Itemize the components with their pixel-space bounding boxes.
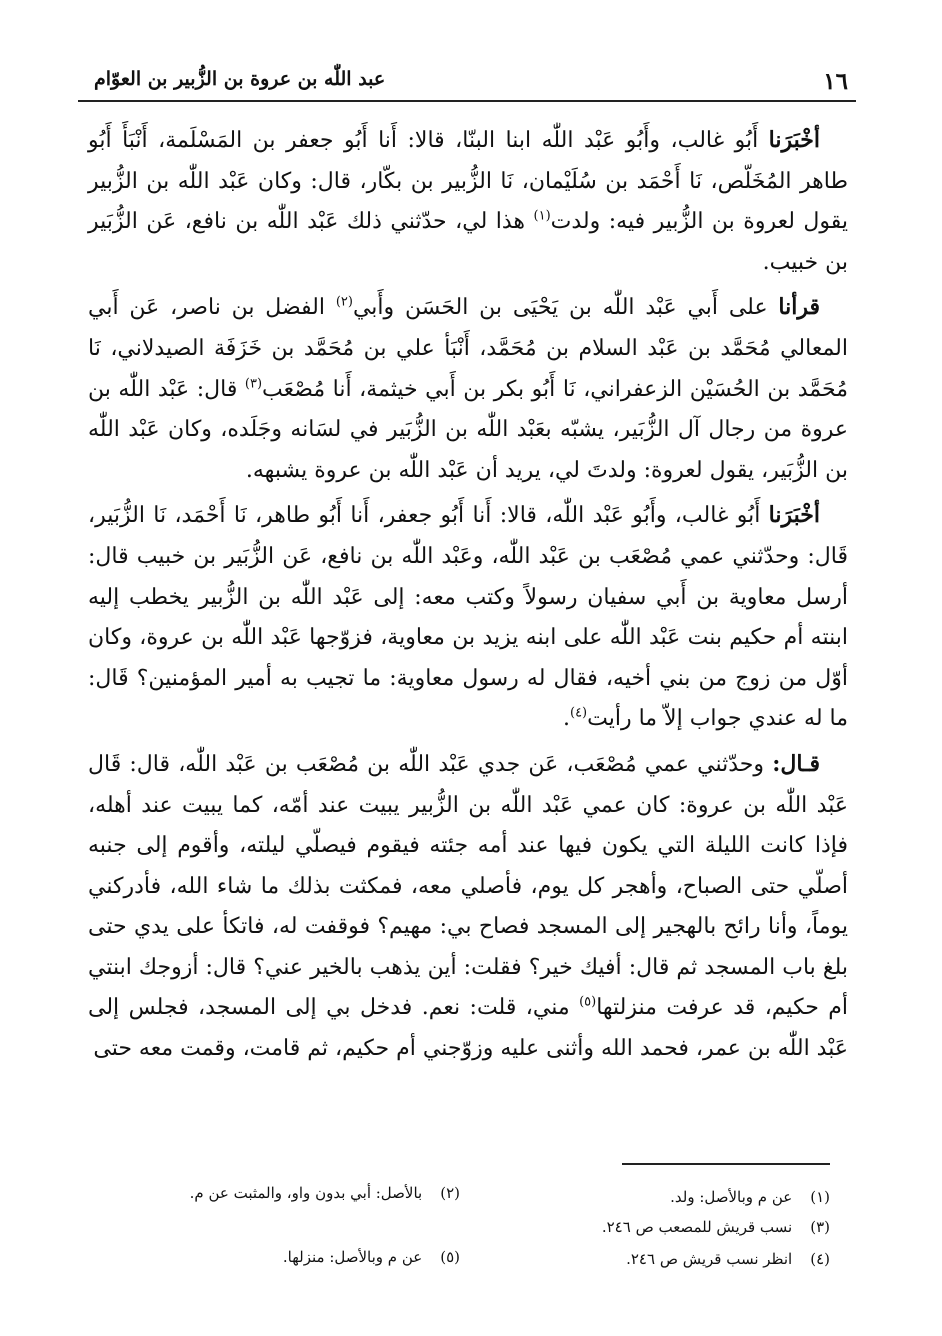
footnote-ref: (٤): [569, 705, 588, 721]
footnote-text: بالأصل: أبي بدون واو، والمثبت عن م.: [189, 1184, 423, 1202]
footnote-text: نسب قريش للمصعب ص ٢٤٦.: [601, 1218, 793, 1236]
footnote-5: [283, 1248, 460, 1266]
footnote-text: عن م وبالأصل: منزلها.: [282, 1248, 423, 1266]
paragraph: [88, 120, 848, 283]
paragraph-text: الفضل بن ناصر، عَن أَبي المعالي مُحَمَّد بن عَبْد السلام بن مُحَمَّد، أَنْبَأ علي بن مُحَمَّد بن خَزَفَة الصيدلاني، نَا مُحَمَّد بن الحُسَيْن الزعفراني، نَا أَبُو بكر بن أَبي خيثمة، أَنا مُصْعَب: [88, 295, 849, 402]
footnote-number: (٥): [440, 1248, 460, 1266]
footnote-4: [626, 1250, 830, 1268]
main-text: [88, 120, 848, 1070]
header-rule: [78, 100, 856, 102]
paragraph-text: على أَبي عَبْد اللّٰه بن يَحْيَى بن الحَسَن وأَبي: [352, 295, 779, 321]
page-header: [78, 58, 860, 98]
paragraph-text: أَبُو غالب، وأَبُو عَبْد اللّٰه ابنا البنّا، قالا: أَنا أَبُو جعفر بن المَسْلَمة، أَنْبَأَ أَبُو طاهر المُخَلّص، نَا أَحْمَد بن سُلَيْمان، نَا الزُّبير بن بكّار، قال: وكان عَبْد اللّٰه بن الزُّبير يقول لعروة بن الزُّبير فيه: ولدت: [88, 128, 848, 235]
paragraph-lead: قـال:: [772, 750, 820, 777]
footnote-text: انظر نسب قريش ص ٢٤٦.: [626, 1250, 793, 1268]
footnote-ref: (٣): [244, 376, 263, 392]
paragraph: [88, 287, 848, 491]
paragraph: [88, 744, 848, 1070]
paragraph-lead: أخْبَرَنا: [768, 127, 820, 153]
footnote-text: عن م وبالأصل: ولد.: [670, 1188, 793, 1206]
footnote-ref: (١): [533, 208, 551, 224]
footnote-ref: (٥): [579, 995, 597, 1011]
footnote-2: [190, 1184, 460, 1202]
paragraph-text: أَبُو غالب، وأَبُو عَبْد اللّٰه، قالا: أَنا أَبُو جعفر، أَنا أَبُو طاهر، نَا أَحْمَد، نَا الزُّبَير، قَال: وحدّثني عمي مُصْعَب بن عَبْد اللّٰه، وعَبْد اللّٰه بن نافع، عَن الزُّبَير بن خبيب قال: أرسل معاوية بن أَبي سفيان رسولاً وكتب معه: إلى عَبْد اللّٰه بن الزُّبير يخطب إليه ابنته أم حكيم بنت عَبْد اللّٰه على ابنه يزيد بن معاوية، فزوّجها عَبْد اللّٰه بن عروة، وكان أوّل من زوج من بني أخيه، فقال له رسول معاوية: ما تجيب به أمير المؤمنين؟ قَال: ما له عندي جواب إلاّ ما رأيت: [88, 503, 848, 732]
footnote-ref: (٢): [335, 295, 353, 311]
footnote-number: (٢): [440, 1184, 460, 1202]
paragraph-lead: أخْبَرَنا: [768, 502, 820, 529]
paragraph-text: قال: عَبْد اللّٰه بن عروة من رجال آل الزُّبَير، يشبّه بعَبْد اللّٰه بن الزُّبَير في لسَانه وجَلَده، وكان عَبْد اللّٰه بن الزُّبَير، يقول لعروة: ولدتَ لي، يريد أن عَبْد اللّٰه بن عروة يشبهه.: [88, 376, 848, 483]
paragraph: [88, 495, 848, 740]
paragraph-text: هذا لي، حدّثني ذلك عَبْد اللّٰه بن نافع، عَن الزُّبَير بن خبيب.: [88, 209, 848, 275]
running-title: عبد اللّٰه بن عروة بن الزُّبير بن العوّام: [94, 68, 386, 90]
paragraph-text: .: [562, 706, 570, 732]
page-number: ١٦: [823, 68, 848, 95]
footnote-1: [670, 1188, 830, 1206]
paragraph-text: مني، قلت: نعم. فدخل بي إلى المسجد، فجلس إلى عَبْد اللّٰه بن عمر، فحمد الله وأثنى عليه وزوّجني أم حكيم، ثم قامت، وقمت معه حتى: [88, 995, 848, 1062]
footnote-number: (٣): [810, 1218, 830, 1236]
footnote-number: (٤): [810, 1250, 830, 1268]
footnote-number: (١): [810, 1188, 830, 1206]
footnote-separator: [622, 1163, 830, 1165]
footnote-3: [602, 1218, 830, 1236]
paragraph-text: وحدّثني عمي مُصْعَب، عَن جدي عَبْد اللّٰه بن مُصْعَب بن عَبْد اللّٰه، قال: قَال عَبْد اللّٰه بن عروة: كان عمي عَبْد اللّٰه بن الزُّبير يبيت عند أمّه، كما يبيت عند أهله، فإذا كانت الليلة التي يكون فيها عند أمه جئته فيقوم فيصلّي ليلته، وأقوم إلى جنبه أصلّي حتى الصباح، وأهجر كل يوم، فأصلي معه، فمكثت بذلك ما شاء الله، فأدركني يوماً، وأنا رائح بالهجير إلى المسجد فصاح بي: مهيم؟ فوقفت له، فاتكأ على يدي حتى بلغ باب المسجد ثم قال: أفيك خير؟ فقلت: أين يذهب بالخير عني؟ قال: أزوجك ابنتي أم حكيم، قد عرفت منزلتها: [88, 751, 849, 1021]
paragraph-lead: قرأنا: [778, 294, 821, 321]
